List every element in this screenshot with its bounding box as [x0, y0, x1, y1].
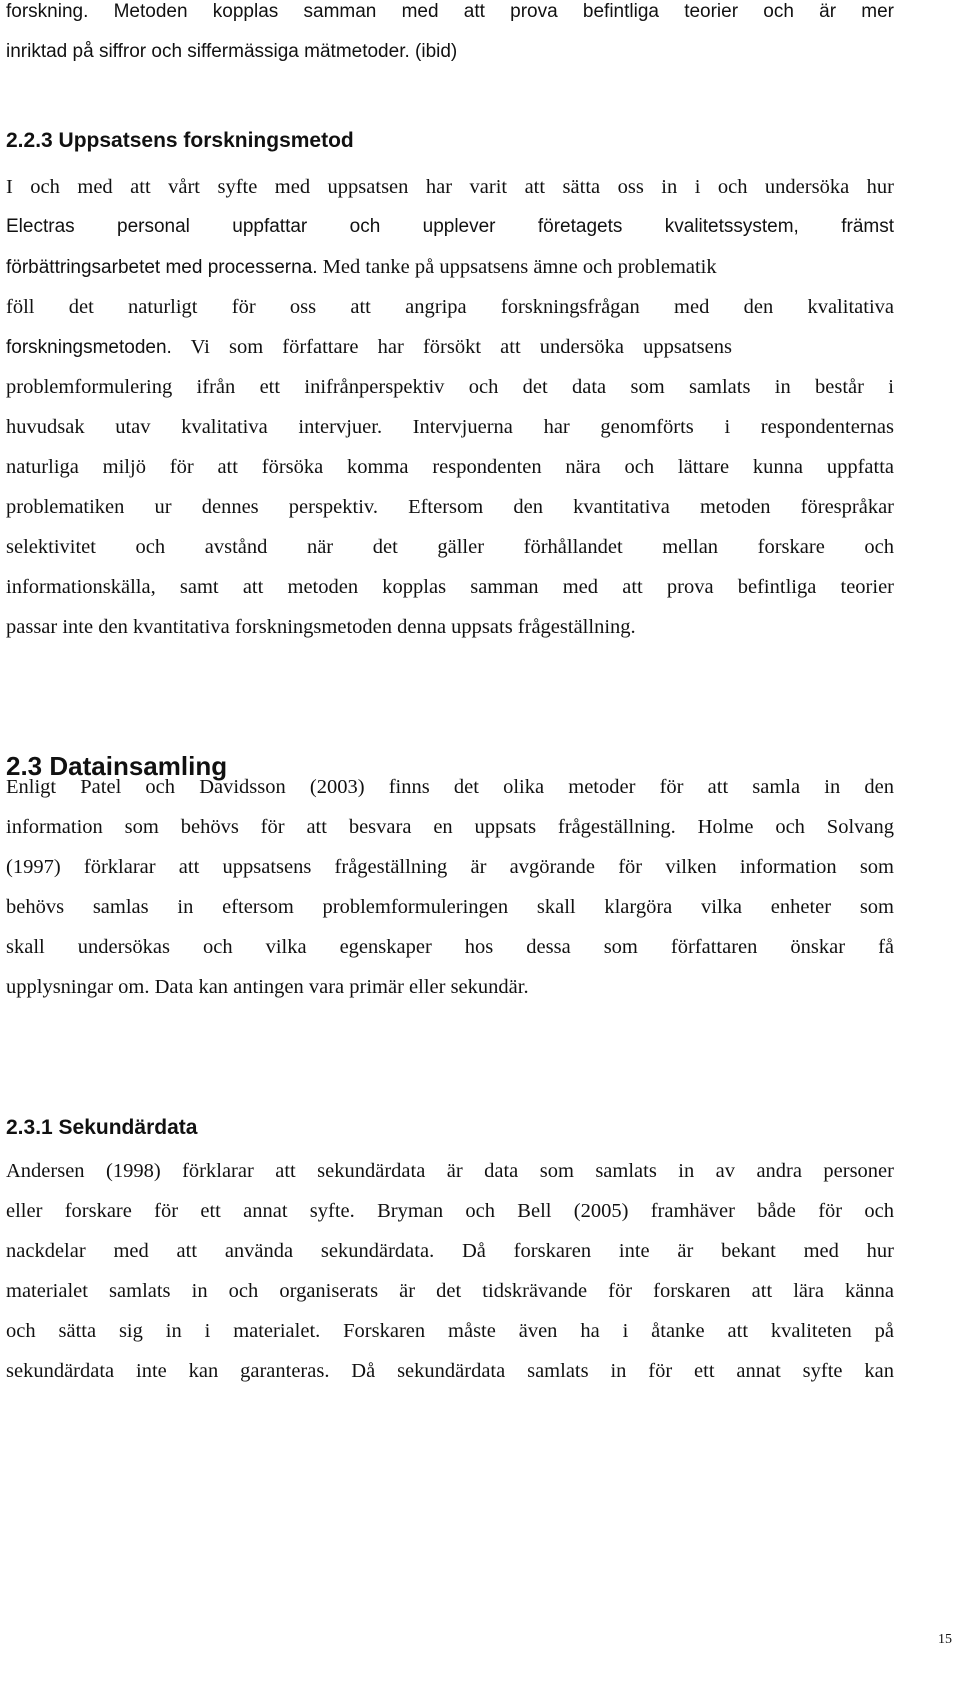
- text-line: nackdelar med att använda sekundärdata. Då forskaren inte är bekant med hur: [6, 1240, 894, 1262]
- text-line: (1997) förklarar att uppsatsens frågeställning är avgörande för vilken information som: [6, 856, 894, 878]
- text-line: problematiken ur dennes perspektiv. Eftersom den kvantitativa metoden förespråkar: [6, 496, 894, 518]
- page-number: 15: [938, 1632, 952, 1647]
- section-heading-2-2-3: 2.2.3 Uppsatsens forskningsmetod: [6, 129, 354, 152]
- text-run: forskningsmetoden.: [6, 337, 172, 358]
- text-run: Vi som författare har försökt att undersöka uppsatsens: [171, 336, 732, 358]
- text-run: Med tanke på uppsatsens ämne och problematik: [317, 256, 717, 278]
- text-line: upplysningar om. Data kan antingen vara primär eller sekundär.: [6, 976, 529, 998]
- text-line: problemformulering ifrån ett inifrånperspektiv och det data som samlats in består i: [6, 376, 894, 398]
- text-line: forskning. Metoden kopplas samman med att prova befintliga teorier och är mer: [6, 1, 894, 22]
- text-line: behövs samlas in eftersom problemformuleringen skall klargöra vilka enheter som: [6, 896, 894, 918]
- intro-paragraph: [6, 0, 894, 72]
- text-line-mixed: [6, 327, 894, 367]
- text-line: selektivitet och avstånd när det gäller förhållandet mellan forskare och: [6, 536, 894, 558]
- text-line: inriktad på siffror och siffermässiga mätmetoder. (ibid): [6, 41, 458, 62]
- text-line: naturliga miljö för att försöka komma respondenten nära och lättare kunna uppfatta: [6, 456, 894, 478]
- text-line: I och med att vårt syfte med uppsatsen har varit att sätta oss in i och undersöka hur: [6, 176, 894, 198]
- text-line: Enligt Patel och Davidsson (2003) finns det olika metoder för att samla in den: [6, 776, 894, 798]
- text-line: informationskälla, samt att metoden kopplas samman med att prova befintliga teorier: [6, 576, 894, 598]
- section-heading-2-3-1: 2.3.1 Sekundärdata: [6, 1116, 198, 1139]
- text-line: Andersen (1998) förklarar att sekundärdata är data som samlats in av andra personer: [6, 1160, 894, 1182]
- text-line: och sätta sig in i materialet. Forskaren måste även ha i åtanke att kvaliteten på: [6, 1320, 894, 1342]
- text-line: materialet samlats in och organiserats är det tidskrävande för forskaren att lära känna: [6, 1280, 894, 1302]
- text-line-mixed: [6, 247, 894, 287]
- paragraph-2-2-3: [6, 167, 894, 647]
- text-line: eller forskare för ett annat syfte. Bryman och Bell (2005) framhäver både för och: [6, 1200, 894, 1222]
- text-line: information som behövs för att besvara en uppsats frågeställning. Holme och Solvang: [6, 816, 894, 838]
- text-line: föll det naturligt för oss att angripa forskningsfrågan med den kvalitativa: [6, 296, 894, 318]
- paragraph-2-3: [6, 767, 894, 1007]
- paragraph-2-3-1: [6, 1151, 894, 1391]
- text-line: sekundärdata inte kan garanteras. Då sekundärdata samlats in för ett annat syfte kan: [6, 1360, 894, 1382]
- text-run: förbättringsarbetet med processerna.: [6, 257, 318, 278]
- text-line: Electras personal uppfattar och upplever företagets kvalitetssystem, främst: [6, 216, 894, 237]
- section-heading-2-3: 2.3 Datainsamling: [6, 751, 228, 781]
- text-line: passar inte den kvantitativa forskningsmetoden denna uppsats frågeställning.: [6, 616, 636, 638]
- text-line: huvudsak utav kvalitativa intervjuer. Intervjuerna har genomförts i respondenternas: [6, 416, 894, 438]
- text-line: skall undersökas och vilka egenskaper hos dessa som författaren önskar få: [6, 936, 894, 958]
